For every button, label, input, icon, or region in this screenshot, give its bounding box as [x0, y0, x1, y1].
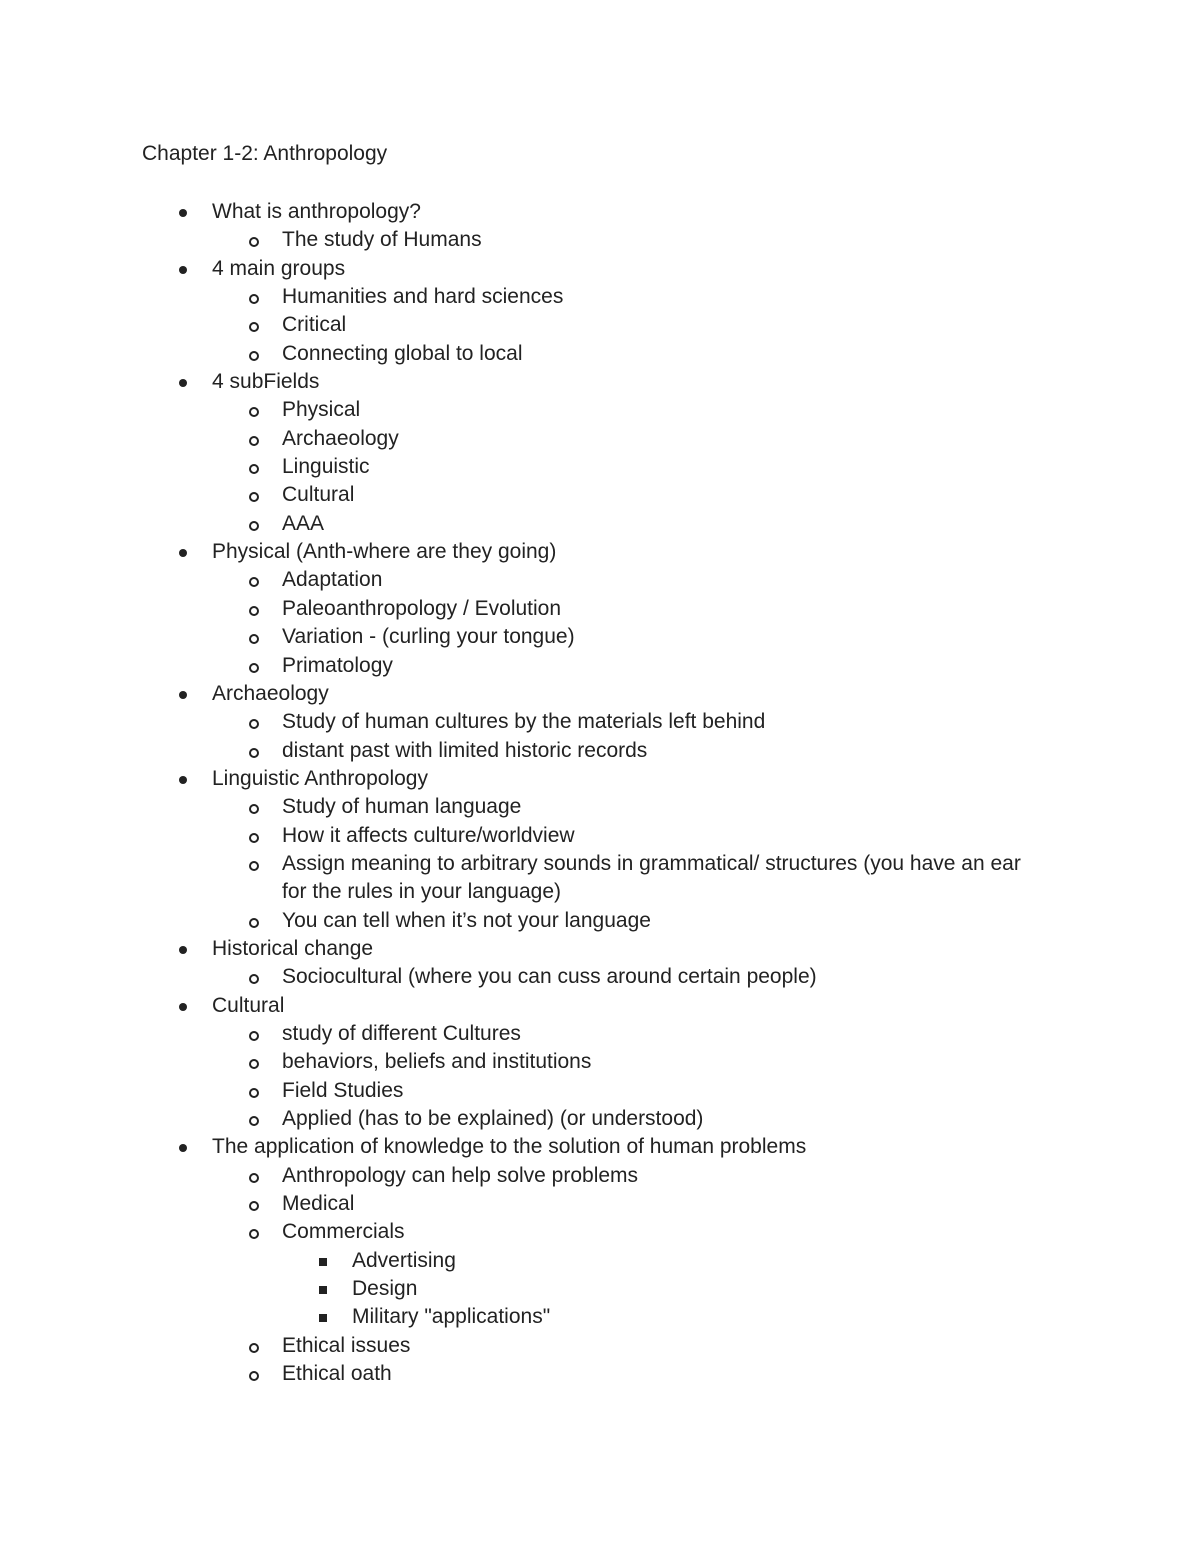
circle-bullet-icon: [248, 652, 262, 680]
bullet-text: Linguistic Anthropology: [212, 766, 428, 790]
bullet-text: behaviors, beliefs and institutions: [282, 1050, 592, 1074]
bullet-item-level-2: [0, 822, 1200, 850]
bullet-text: Applied (has to be explained) (or understood): [282, 1107, 704, 1130]
disc-bullet-icon: [178, 992, 190, 1020]
bullet-item-level-2: [0, 425, 1200, 453]
bullet-text: Physical: [282, 398, 361, 422]
bullet-text: Advertising: [352, 1248, 456, 1272]
square-bullet-icon: [318, 1275, 332, 1303]
bullet-text: Anthropology can help solve problems: [282, 1163, 639, 1187]
bullet-item-level-1: [0, 765, 1200, 793]
bullet-item-level-2: [0, 481, 1200, 509]
bullet-item-level-1: [0, 1133, 1200, 1161]
bullet-item-level-1: [0, 680, 1200, 708]
bullet-text: Study of human language: [282, 795, 522, 819]
bullet-item-level-2: [0, 963, 1200, 991]
circle-bullet-icon: [248, 1332, 262, 1360]
circle-bullet-icon: [248, 1048, 262, 1076]
circle-bullet-icon: [248, 1020, 262, 1048]
bullet-text: Humanities and hard sciences: [282, 285, 564, 309]
bullet-text: AAA: [282, 511, 325, 535]
bullet-text: Archaeology: [282, 426, 399, 450]
bullet-text: Study of human cultures by the materials left behind: [282, 710, 766, 734]
bullet-item-level-3: [0, 1247, 1200, 1275]
bullet-text: Physical (Anth-where are they going): [212, 540, 557, 564]
bullet-item-level-1: [0, 198, 1200, 226]
bullet-item-level-2: [0, 1162, 1200, 1190]
disc-bullet-icon: [178, 538, 190, 566]
bullet-item-level-1: [0, 935, 1200, 963]
bullet-item-level-2: [0, 595, 1200, 623]
circle-bullet-icon: [248, 510, 262, 538]
circle-bullet-icon: [248, 623, 262, 651]
circle-bullet-icon: [248, 595, 262, 623]
bullet-item-level-2: [0, 1360, 1200, 1388]
bullet-text: Ethical oath: [282, 1362, 392, 1386]
bullet-text: Ethical issues: [282, 1333, 411, 1357]
circle-bullet-icon: [248, 963, 262, 991]
circle-bullet-icon: [248, 1077, 262, 1105]
bullet-item-level-2: [0, 311, 1200, 339]
bullet-text: 4 main groups: [212, 256, 346, 280]
bullet-item-level-2: [0, 1077, 1200, 1105]
bullet-text: The study of Humans: [282, 228, 482, 252]
bullet-item-level-2: [0, 1218, 1200, 1246]
bullet-text: distant past with limited historic records: [282, 738, 648, 762]
disc-bullet-icon: [178, 198, 190, 226]
bullet-text: Sociocultural (where you can cuss around certain people): [282, 965, 817, 989]
bullet-text: Field Studies: [282, 1078, 404, 1102]
bullet-item-level-2: [0, 652, 1200, 680]
bullet-item-level-1: [0, 538, 1200, 566]
disc-bullet-icon: [178, 935, 190, 963]
square-bullet-icon: [318, 1303, 332, 1331]
circle-bullet-icon: [248, 453, 262, 481]
bullet-item-level-2: [0, 1020, 1200, 1048]
bullet-text: Design: [352, 1277, 418, 1301]
circle-bullet-icon: [248, 737, 262, 765]
bullet-item-level-3: [0, 1303, 1200, 1331]
bullet-text: 4 subFields: [212, 370, 320, 394]
circle-bullet-icon: [248, 1360, 262, 1388]
disc-bullet-icon: [178, 368, 190, 396]
circle-bullet-icon: [248, 822, 262, 850]
circle-bullet-icon: [248, 283, 262, 311]
bullet-item-level-2: [0, 226, 1200, 254]
disc-bullet-icon: [178, 1133, 190, 1161]
circle-bullet-icon: [248, 311, 262, 339]
bullet-text: Cultural: [282, 483, 355, 507]
bullet-text: Assign meaning to arbitrary sounds in grammatical/ structures (you have an ear: [282, 851, 1021, 875]
circle-bullet-icon: [248, 481, 262, 509]
disc-bullet-icon: [178, 680, 190, 708]
circle-bullet-icon: [248, 1218, 262, 1246]
bullet-item-level-2: [0, 850, 1200, 878]
bullet-item-level-1: [0, 255, 1200, 283]
bullet-text: Historical change: [212, 936, 374, 960]
bullet-text: Commercials: [282, 1220, 405, 1244]
bullet-text: Variation - (curling your tongue): [282, 625, 575, 649]
bullet-text: Adaptation: [282, 568, 383, 592]
bullet-item-level-1: [0, 368, 1200, 396]
bullet-item-level-2: [0, 623, 1200, 651]
bullet-item-level-1: [0, 992, 1200, 1020]
bullet-text: Cultural: [212, 993, 285, 1017]
bullet-item-level-2: [0, 1105, 1200, 1133]
bullet-text: Archaeology: [212, 681, 329, 705]
bullet-text: Military "applications": [352, 1305, 551, 1329]
circle-bullet-icon: [248, 1162, 262, 1190]
circle-bullet-icon: [248, 1105, 262, 1133]
bullet-text: study of different Cultures: [282, 1021, 521, 1045]
disc-bullet-icon: [178, 255, 190, 283]
bullet-text: You can tell when it’s not your language: [282, 908, 651, 932]
circle-bullet-icon: [248, 425, 262, 453]
bullet-item-level-2: [0, 566, 1200, 594]
circle-bullet-icon: [248, 566, 262, 594]
bullet-text: Paleoanthropology / Evolution: [282, 596, 562, 620]
bullet-outline: [0, 198, 1200, 1388]
circle-bullet-icon: [248, 793, 262, 821]
bullet-text: Linguistic: [282, 455, 370, 479]
bullet-item-level-2: [0, 453, 1200, 481]
bullet-item-level-2: [0, 708, 1200, 736]
square-bullet-icon: [318, 1247, 332, 1275]
document-title: Chapter 1-2: Anthropology: [142, 142, 388, 165]
disc-bullet-icon: [178, 765, 190, 793]
bullet-text: Primatology: [282, 653, 393, 677]
bullet-item-level-2: [0, 510, 1200, 538]
circle-bullet-icon: [248, 850, 262, 878]
bullet-text: What is anthropology?: [212, 200, 421, 223]
bullet-continuation-line: [0, 878, 1200, 906]
bullet-item-level-2: [0, 793, 1200, 821]
circle-bullet-icon: [248, 708, 262, 736]
circle-bullet-icon: [248, 907, 262, 935]
circle-bullet-icon: [248, 396, 262, 424]
bullet-text: Medical: [282, 1192, 355, 1216]
circle-bullet-icon: [248, 1190, 262, 1218]
bullet-text: Critical: [282, 313, 347, 337]
circle-bullet-icon: [248, 226, 262, 254]
bullet-item-level-2: [0, 1190, 1200, 1218]
bullet-item-level-3: [0, 1275, 1200, 1303]
bullet-item-level-2: [0, 907, 1200, 935]
bullet-text: Connecting global to local: [282, 341, 523, 365]
bullet-text-continuation: for the rules in your language): [282, 880, 561, 904]
bullet-item-level-2: [0, 340, 1200, 368]
bullet-item-level-2: [0, 737, 1200, 765]
bullet-item-level-2: [0, 1332, 1200, 1360]
circle-bullet-icon: [248, 340, 262, 368]
bullet-item-level-2: [0, 283, 1200, 311]
bullet-item-level-2: [0, 396, 1200, 424]
bullet-text: How it affects culture/worldview: [282, 823, 575, 847]
bullet-item-level-2: [0, 1048, 1200, 1076]
bullet-text: The application of knowledge to the solution of human problems: [212, 1135, 807, 1159]
